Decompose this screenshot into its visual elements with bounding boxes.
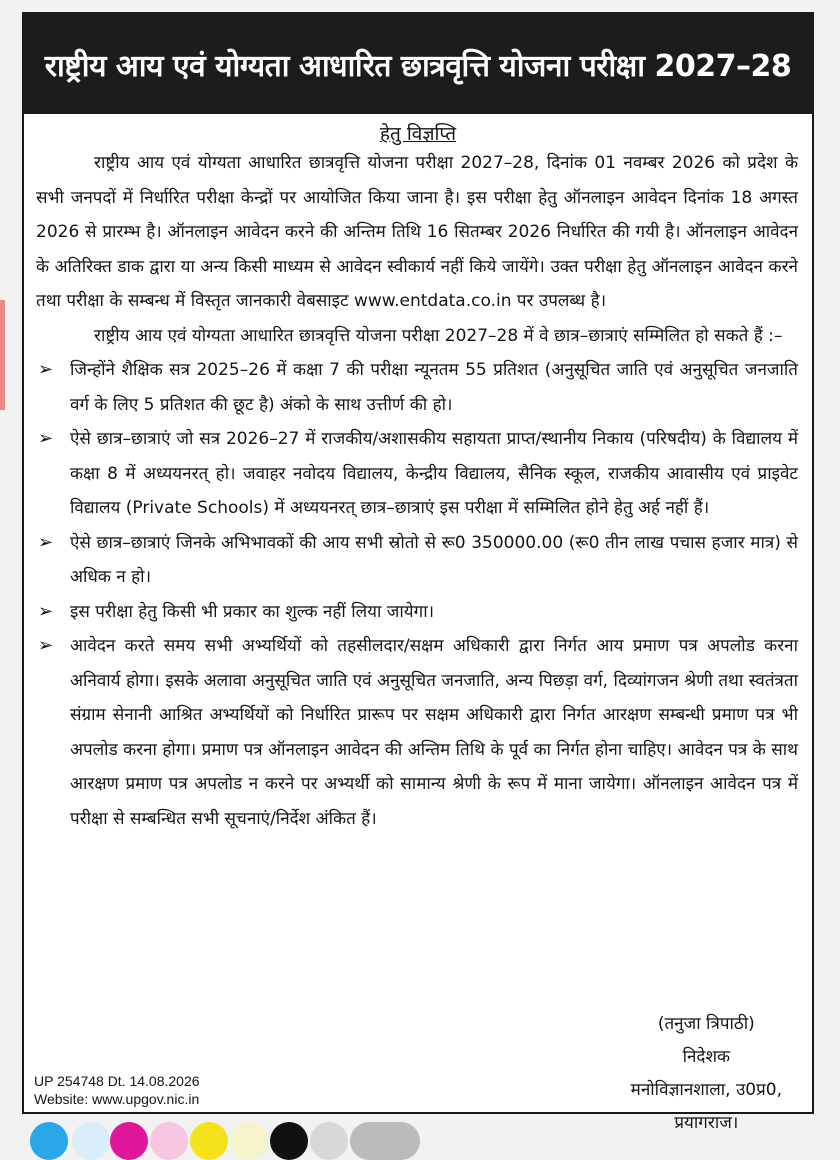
list-item xyxy=(36,353,798,422)
reference-number: UP 254748 Dt. 14.08.2026 xyxy=(34,1073,200,1089)
list-item xyxy=(36,526,798,595)
swatch-light-gray xyxy=(310,1122,348,1160)
swatch-yellow xyxy=(190,1122,228,1160)
list-item-text: ऐसे छात्र–छात्राएं जिनके अभिभावकों की आय सभी स्रोतो से रू0 350000.00 (रू0 तीन लाख पचास हजार मात्र) से अधिक न हो। xyxy=(70,532,798,587)
arrow-bullet-icon: ➢ xyxy=(38,428,54,449)
footer-info xyxy=(34,1072,200,1108)
signatory-name: (तनुजा त्रिपाठी) xyxy=(657,1014,755,1034)
notice-body xyxy=(36,146,798,836)
list-item-text: ऐसे छात्र–छात्राएं जो सत्र 2026–27 में राजकीय/अशासकीय सहायता प्राप्त/स्थानीय निकाय (परिषदीय) के विद्यालय में कक्षा 8 में अध्ययनरत् हो। जवाहर नवोदय विद्यालय, केन्द्रीय विद्यालय, सैनिक स्कूल, राजकीय आवासीय एवं प्राइवेट विद्यालय (Private Schools) में अध्ययनरत् छात्र–छात्राएं इस परीक्षा में सम्मिलित होने हेतु अर्ह नहीं हैं। xyxy=(70,429,798,518)
paragraph-intro: राष्ट्रीय आय एवं योग्यता आधारित छात्रवृत्ति योजना परीक्षा 2027–28, दिनांक 01 नवम्बर 2026 को प्रदेश के सभी जनपदों में निर्धारित परीक्षा केन्द्रों पर आयोजित किया जाना है। इस परीक्षा हेतु ऑनलाइन आवेदन दिनांक 18 अगस्त 2026 से प्रारम्भ है। ऑनलाइन आवेदन करने की अन्तिम तिथि 16 सितम्बर 2026 निर्धारित की गयी है। ऑनलाइन आवेदन के अतिरिक्त डाक द्वारा या अन्य किसी माध्यम से आवेदन स्वीकार्य नहीं किये जायेंगे। उक्त परीक्षा हेतु ऑनलाइन आवेदन करने तथा परीक्षा के सम्बन्ध में विस्तृत जानकारी वेबसाइट www.entdata.co.in पर उपलब्ध है। xyxy=(36,153,798,311)
list-item-text: इस परीक्षा हेतु किसी भी प्रकार का शुल्क नहीं लिया जायेगा। xyxy=(70,601,435,622)
swatch-cyan xyxy=(30,1122,68,1160)
eligibility-list xyxy=(36,353,798,836)
signatory-designation: निदेशक xyxy=(682,1047,731,1067)
paragraph-eligibility: राष्ट्रीय आय एवं योग्यता आधारित छात्रवृत्ति योजना परीक्षा 2027–28 में वे छात्र–छात्राएं सम्मिलित हो सकते हैं :– xyxy=(94,325,783,346)
list-item xyxy=(36,422,798,526)
swatch-black xyxy=(270,1122,308,1160)
arrow-bullet-icon: ➢ xyxy=(38,635,54,656)
list-item xyxy=(36,629,798,836)
footer-website: Website: www.upgov.nic.in xyxy=(34,1091,200,1107)
list-item-text: आवेदन करते समय सभी अभ्यर्थियों को तहसीलदार/सक्षम अधिकारी द्वारा निर्गत आय प्रमाण पत्र अपलोड करना अनिवार्य होगा। इसके अलावा अनुसूचित जाति एवं अनुसूचित जनजाति, अन्य पिछड़ा वर्ग, दिव्यांगजन श्रेणी तथा स्वतंत्रता संग्राम सेनानी आश्रित अभ्यर्थियों को निर्धारित प्रारूप पर सक्षम अधिकारी द्वारा निर्गत आरक्षण सम्बन्धी प्रमाण पत्र भी अपलोड करना होगा। प्रमाण पत्र ऑनलाइन आवेदन की अन्तिम तिथि के पूर्व का निर्गत होना चाहिए। आवेदन पत्र के साथ आरक्षण प्रमाण पत्र अपलोड न करने पर अभ्यर्थी को सामान्य श्रेणी के रूप में माना जायेगा। ऑनलाइन आवेदन पत्र में परीक्षा से सम्बन्धित सभी सूचनाएं/निर्देश अंकित हैं। xyxy=(70,636,798,829)
color-swatch-strip xyxy=(0,1122,840,1148)
swatch-light-yellow xyxy=(230,1122,268,1160)
notice-subject: हेतु विज्ञप्ति xyxy=(379,123,457,145)
swatch-magenta xyxy=(110,1122,148,1160)
signatory-office: मनोविज्ञानशाला, उ0प्र0, xyxy=(630,1080,782,1100)
notice xyxy=(22,12,814,1133)
signatory-city: प्रयागराज। xyxy=(674,1113,739,1133)
notice-title: राष्ट्रीय आय एवं योग्यता आधारित छात्रवृत्ति योजना परीक्षा 2027–28 xyxy=(24,14,812,114)
swatch-light-cyan xyxy=(72,1122,110,1160)
swatch-gray xyxy=(350,1122,420,1160)
left-edge-mark xyxy=(0,300,5,410)
list-item xyxy=(36,595,798,630)
arrow-bullet-icon: ➢ xyxy=(38,359,54,380)
swatch-light-magenta xyxy=(150,1122,188,1160)
arrow-bullet-icon: ➢ xyxy=(38,531,54,553)
signature-block xyxy=(631,1008,782,1140)
list-item-text: जिन्होंने शैक्षिक सत्र 2025–26 में कक्षा 7 की परीक्षा न्यूनतम 55 प्रतिशत (अनुसूचित जाति एवं अनुसूचित जनजाति वर्ग के लिए 5 प्रतिशत की छूट है) अंको के साथ उत्तीर्ण की हो। xyxy=(70,360,798,415)
arrow-bullet-icon: ➢ xyxy=(38,600,54,622)
